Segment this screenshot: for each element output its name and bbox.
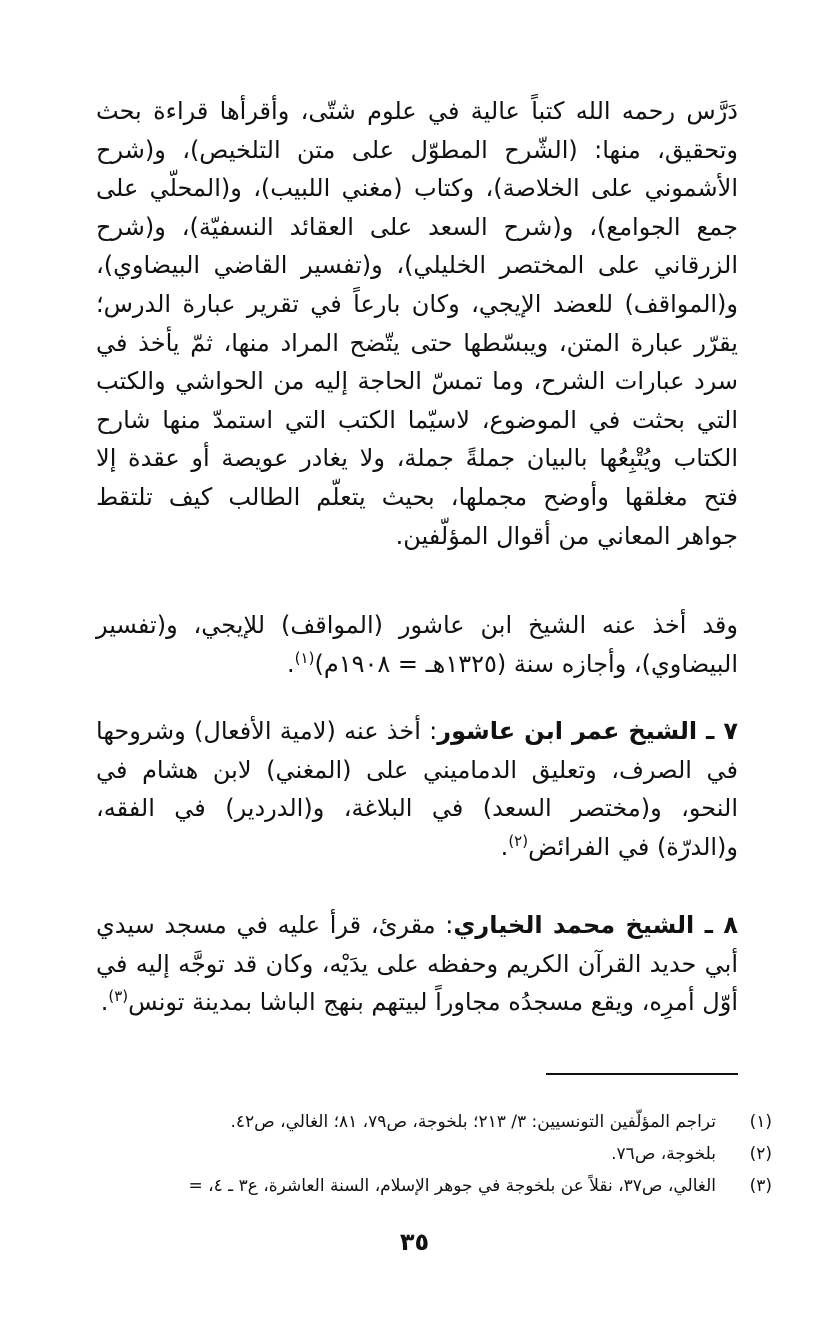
paragraph-omar-text: : أخذ عنه (لامية الأفعال) وشروحها في الصرف، وتعليق الدماميني على (المغني) لابن هشام في النحو، و(مختصر السعد) في البلاغة، و(الدردير) في الفقه، و(الدرّة) في الفرائض	[96, 717, 738, 861]
paragraph-ibn-ashur-study	[96, 606, 738, 683]
teacher-heading-omar: ٧ ـ الشيخ عمر ابن عاشور	[437, 717, 738, 745]
footnote-ref-3[interactable]: (٣)	[108, 987, 129, 1006]
paragraph-teaching	[96, 92, 738, 555]
paragraph-ibn-ashur-study-text: وقد أخذ عنه الشيخ ابن عاشور (المواقف) للإيجي، و(تفسير البيضاوي)، وأجازه سنة (١٣٢٥هـ = ١٩٠٨م)	[96, 611, 738, 678]
footnote-number: (٣)	[749, 1176, 772, 1196]
paragraph-muhammad-khiyari	[96, 906, 738, 1022]
footnote-ref-2[interactable]: (٢)	[508, 831, 529, 850]
footnote-text: الغالي، ص٣٧، نقلاً عن بلخوجة في جوهر الإسلام، السنة العاشرة، ع٣ ـ ٤، =	[188, 1176, 716, 1196]
paragraph-omar-ibn-ashur	[96, 712, 738, 866]
paragraph-end-mark: .	[100, 988, 109, 1017]
footnote-text: بلخوجة، ص٧٦.	[611, 1144, 716, 1164]
footnote-ref-1[interactable]: (١)	[294, 648, 315, 667]
footnote-divider	[546, 1073, 738, 1075]
paragraph-end-mark: .	[500, 832, 509, 861]
footnote-item	[60, 1138, 772, 1170]
page-number: ٣٥	[399, 1228, 430, 1256]
footnote-number: (٢)	[749, 1144, 772, 1164]
footnote-text: تراجم المؤلّفين التونسيين: ٣/ ٢١٣؛ بلخوجة، ص٧٩، ٨١؛ الغالي، ص٤٢.	[230, 1112, 716, 1132]
footnote-item	[60, 1170, 772, 1202]
paragraph-end-mark: .	[287, 649, 295, 678]
paragraph-khiyari-text: : مقرئ، قرأ عليه في مسجد سيدي أبي حديد القرآن الكريم وحفظه على يدَيْه، وكان قد توجَّه إليه في أوّل أمرِه، ويقع مسجدُه مجاوراً لبيتهم بنهج الباشا بمدينة تونس	[96, 911, 738, 1017]
paragraph-teaching-text: دَرَّس رحمه الله كتباً عالية في علوم شتّى، وأقرأها قراءة بحث وتحقيق، منها: (الشّرح المطوّل على متن التلخيص)، و(شرح الأشموني على الخلاصة)، وكتاب (مغني اللبيب)، و(المحلّي على جمع الجوامع)، و(شرح السعد على العقائد النسفيّة)، و(شرح الزرقاني على المختصر الخليلي)، و(تفسير القاضي البيضاوي)، و(المواقف) للعضد الإيجي، وكان بارعاً في تقرير عبارة الدرس؛ يقرّر عبارة المتن، ويبسّطها حتى يتّضح المراد منها، ثمّ يأخذ في سرد عبارات الشرح، وما تمسّ الحاجة إليه من الحواشي والكتب التي بحثت في الموضوع، لاسيّما الكتب التي استمدّ منها شارح الكتاب ويُتْبِعُها بالبيان جملةً جملة، ولا يغادر عويصة أو عقدة إلا فتح مغلقها وأوضح مجملها، بحيث يتعلّم الطالب كيف تلتقط جواهر المعاني من أقوال المؤلّفين.	[96, 97, 738, 550]
teacher-heading-khiyari: ٨ ـ الشيخ محمد الخياري	[453, 911, 739, 939]
footnote-item	[60, 1106, 772, 1138]
footnote-number: (١)	[749, 1112, 772, 1132]
footnotes	[60, 1106, 772, 1202]
